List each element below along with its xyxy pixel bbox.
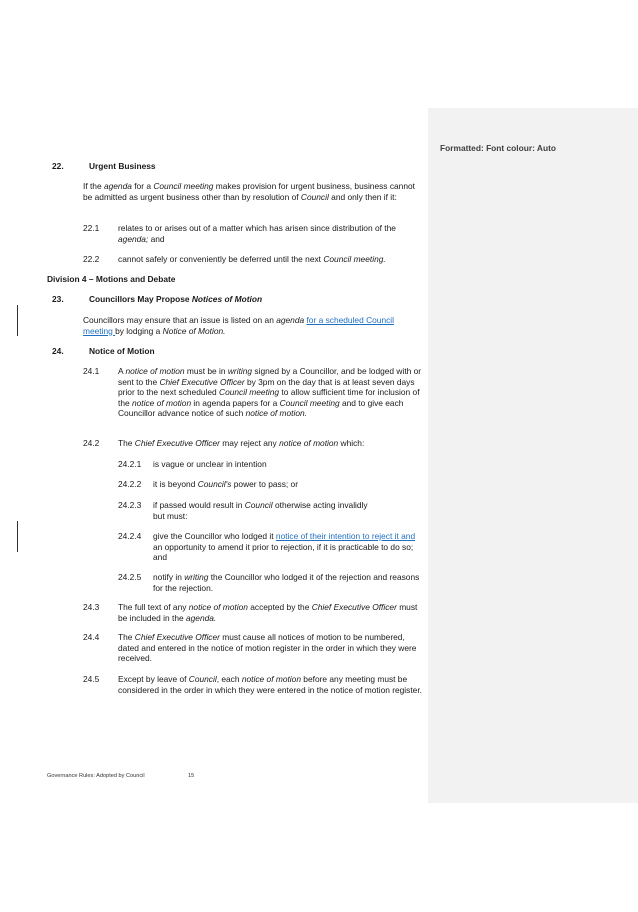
text-run: to allow sufficient time for inclusion of the [118, 387, 420, 408]
item-24-2-2-text [153, 479, 423, 490]
item-24-2-4-text [153, 531, 423, 563]
text-run: A [118, 366, 126, 376]
italic-term: Chief Executive Officer [159, 376, 245, 387]
item-24-3-number: 24.3 [83, 602, 100, 612]
sec23-number: 23. [52, 294, 64, 304]
item-22-1-text [118, 223, 423, 244]
item-24-5-text [118, 674, 423, 695]
text-run: relates to or arises out of a matter which has arisen since distribution of the [118, 223, 396, 233]
text-run: Except by leave of [118, 674, 189, 684]
sec23-body [83, 315, 423, 336]
item-24-2-number: 24.2 [83, 438, 100, 448]
change-bar [17, 305, 18, 336]
italic-term: writing [227, 366, 253, 376]
italic-term: Council [300, 191, 329, 202]
italic-term: Council's [197, 479, 232, 489]
italic-term: agenda; [118, 233, 149, 244]
text-run: is vague or unclear in intention [153, 459, 267, 469]
text-run: in agenda papers for a [191, 397, 280, 408]
sec24-heading: Notice of Motion [89, 346, 155, 356]
italic-term: writing [184, 572, 209, 582]
text-run: must cause all notices of motion to be numbered, dated and entered in the notice of motion register in the order in which they were received. [118, 632, 417, 664]
text-run: must be included in the [118, 602, 418, 623]
italic-term: Council [244, 500, 273, 510]
sec22-heading: Urgent Business [89, 161, 156, 171]
text-run: The full text of any [118, 602, 189, 612]
item-24-2-4-number: 24.2.4 [118, 531, 142, 541]
text-run: it is beyond [153, 479, 198, 489]
italic-term: notice of motion. [245, 408, 308, 419]
item-24-2-5-text [153, 572, 423, 593]
italic-term: agenda [103, 181, 132, 191]
inserted-text-link[interactable]: for a scheduled Council meeting [83, 315, 395, 336]
item-24-2-2-number: 24.2.2 [118, 479, 142, 489]
sec22-number: 22. [52, 161, 64, 171]
italic-term: Council meeting [219, 387, 280, 398]
text-run: and to give each Councillor advance notice of such [118, 397, 404, 419]
item-24-2-3-but-must: but must: [153, 511, 188, 521]
item-24-2-5-number: 24.2.5 [118, 572, 142, 582]
text-run: accepted by the [247, 602, 312, 612]
text-run: , each [216, 674, 242, 684]
italic-term: Chief Executive Officer [134, 632, 220, 642]
text-run: the Councillor who lodged it of the rejection and reasons for the rejection. [153, 572, 420, 593]
item-24-3-text [118, 602, 423, 623]
text-run: which: [338, 438, 365, 448]
text-run: and [148, 233, 165, 244]
text-run: notify in [153, 572, 185, 582]
italic-term: notice of motion [131, 397, 192, 408]
italic-term: Council meeting [279, 397, 340, 408]
text-run: must be in [184, 366, 228, 376]
text-run: for a [131, 181, 154, 191]
item-24-1-number: 24.1 [83, 366, 100, 376]
comment-label: Formatted: Font colour: Auto [440, 143, 556, 153]
sec23-heading [89, 294, 262, 305]
item-22-2-number: 22.2 [83, 254, 100, 264]
text-run: power to pass; or [231, 479, 298, 489]
item-24-2-3-text [153, 500, 423, 511]
italic-term: notice of motion [125, 366, 185, 376]
text-run: The [118, 438, 135, 448]
item-24-2-1-text [153, 459, 423, 470]
italic-term: Council [188, 674, 217, 684]
italic-term: agenda. [185, 612, 217, 623]
inserted-text-link[interactable]: notice of their intention to reject it and [275, 531, 416, 541]
text-run: give the Councillor who lodged it [153, 531, 276, 541]
italic-term: Chief Executive Officer [311, 602, 397, 612]
text-run: may reject any [219, 438, 280, 448]
item-24-2-3-number: 24.2.3 [118, 500, 142, 510]
italic-term: Council meeting [153, 181, 214, 191]
text-run: makes provision for urgent business, business cannot be admitted as urgent business other than by resolution of [83, 181, 415, 202]
text-run: by lodging a [115, 325, 163, 336]
sec24-number: 24. [52, 346, 64, 356]
comment-pane [428, 108, 638, 803]
text-run: If the [83, 181, 104, 191]
division-heading: Division 4 – Motions and Debate [47, 274, 176, 284]
text-run: signed by a Councillor, and be lodged with or sent to the [118, 366, 422, 387]
text-run: Councillors may ensure that an issue is listed on an [83, 315, 277, 325]
item-22-2-text [118, 254, 423, 265]
page-number: 15 [188, 773, 195, 779]
text-run: an opportunity to amend it prior to rejection, if it is practicable to do so; and [153, 541, 414, 563]
italic-term: notice of motion [279, 438, 339, 448]
italic-term: agenda [276, 315, 305, 325]
text-run: The [118, 632, 135, 642]
item-24-2-text [118, 438, 423, 449]
sec22-intro [83, 181, 423, 202]
text-run: by 3pm on the day that is at least seven days prior to the next scheduled [118, 376, 415, 398]
text-run: before any meeting must be considered in the order in which they were entered in the notice of motion register. [118, 674, 422, 695]
italic-term: notice of motion [188, 602, 248, 612]
italic-term: Notices of Motion [191, 294, 263, 304]
item-24-2-1-number: 24.2.1 [118, 459, 142, 469]
text-run: if passed would result in [153, 500, 245, 510]
italic-term: Chief Executive Officer [134, 438, 220, 448]
text-run: Councillors May Propose [89, 294, 192, 304]
text-run: and only then if it: [328, 191, 397, 202]
change-bar [17, 521, 18, 552]
text-run: otherwise acting invalidly [272, 500, 368, 510]
text-run: cannot safely or conveniently be deferred until the next [118, 254, 324, 264]
item-22-1-number: 22.1 [83, 223, 100, 233]
item-24-4-number: 24.4 [83, 632, 100, 642]
item-24-5-number: 24.5 [83, 674, 100, 684]
footer-text: Governance Rules: Adopted by Council [47, 773, 145, 779]
item-24-4-text [118, 632, 423, 664]
italic-term: Notice of Motion. [162, 325, 226, 336]
italic-term: notice of motion [241, 674, 301, 684]
item-24-1-text [118, 366, 423, 419]
italic-term: Council meeting. [323, 254, 386, 264]
